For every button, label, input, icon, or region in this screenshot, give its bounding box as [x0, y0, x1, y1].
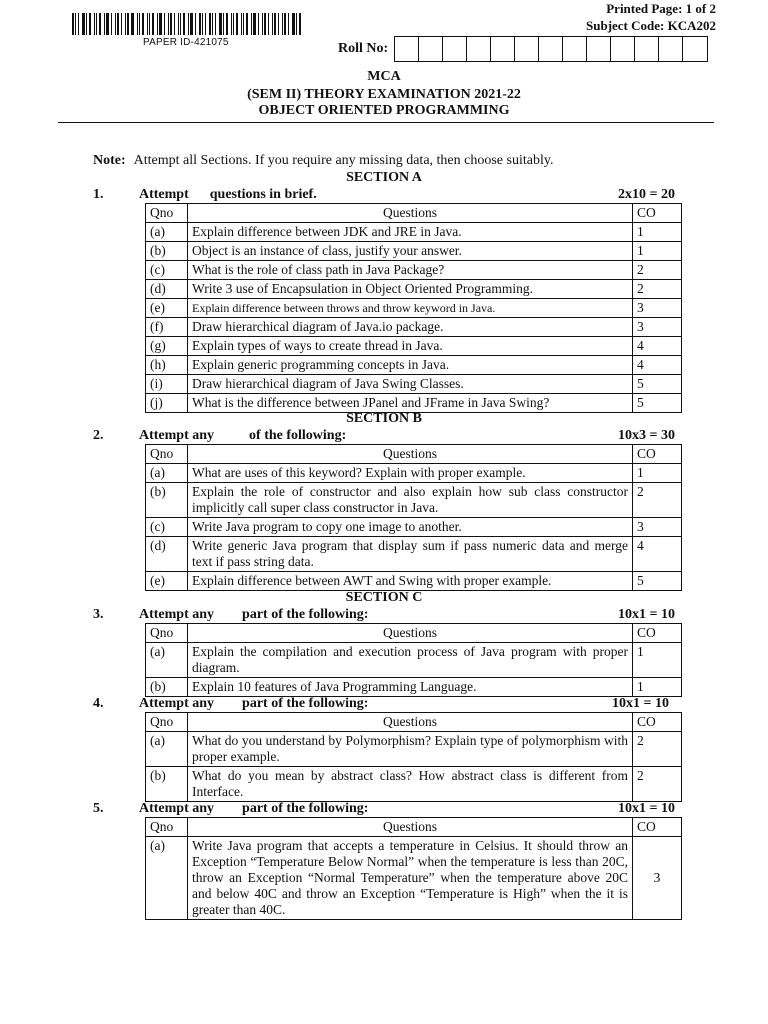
co-value: 5	[633, 375, 682, 394]
question-text: Write generic Java program that display sum if pass numeric data and merge text if pass string data.	[188, 537, 633, 572]
co-header: CO	[633, 624, 682, 643]
note-text: Attempt all Sections. If you require any missing data, then choose suitably.	[133, 153, 554, 168]
question-text: Object is an instance of class, justify your answer.	[188, 242, 633, 261]
questions-header: Questions	[188, 445, 633, 464]
question-text: Explain 10 features of Java Programming Language.	[188, 678, 633, 697]
table-row	[146, 280, 682, 299]
table-row	[146, 518, 682, 537]
table-row	[146, 643, 682, 678]
question-text: Explain the compilation and execution process of Java program with proper diagram.	[188, 643, 633, 678]
co-header: CO	[633, 204, 682, 223]
qno-header: Qno	[146, 818, 188, 837]
question-text: What is the difference between JPanel and JFrame in Java Swing?	[188, 394, 633, 413]
qno: (a)	[146, 223, 188, 242]
section-title: SECTION A	[346, 170, 422, 185]
question-text: Explain types of ways to create thread in Java.	[188, 337, 633, 356]
table-header-row	[146, 713, 682, 732]
table-row	[146, 767, 682, 802]
question-text: Write Java program that accepts a temperature in Celsius. It should throw an Exception “Temperature Below Normal” when the temperature is less than 20C, throw an Exception “Normal Temperature” when the temperature above 20C and below 40C and throw an Exception “Temperature is High” when the it is greater than 40C.	[188, 837, 633, 920]
qno: (a)	[146, 837, 188, 920]
section-title: SECTION B	[346, 411, 422, 426]
table-row	[146, 337, 682, 356]
question-number: 2.	[93, 428, 104, 443]
co-value: 1	[633, 678, 682, 697]
question-text: Explain the role of constructor and also explain how sub class constructor implicitly call super class constructor in Java.	[188, 483, 633, 518]
question-text: Draw hierarchical diagram of Java.io package.	[188, 318, 633, 337]
co-value: 2	[633, 732, 682, 767]
co-value: 2	[633, 767, 682, 802]
note-label: Note:	[93, 153, 126, 168]
co-value: 3	[633, 518, 682, 537]
table-row	[146, 394, 682, 413]
co-value: 4	[633, 537, 682, 572]
question-marks: 2x10 = 20	[618, 187, 675, 202]
table-row	[146, 356, 682, 375]
table-row	[146, 837, 682, 920]
qno: (a)	[146, 464, 188, 483]
co-value: 3	[633, 837, 682, 920]
note	[93, 153, 553, 169]
co-value: 4	[633, 337, 682, 356]
printed-page: Printed Page: 1 of 2	[606, 1, 716, 16]
question-instruction: Attempt any part of the following:	[139, 696, 369, 711]
table-row	[146, 732, 682, 767]
question-number: 4.	[93, 696, 104, 711]
question-text: Explain difference between AWT and Swing with proper example.	[188, 572, 633, 591]
question-table	[145, 623, 682, 697]
table-header-row	[146, 818, 682, 837]
question-text: Explain difference between throws and throw keyword in Java.	[188, 299, 633, 318]
table-row	[146, 678, 682, 697]
table-header-row	[146, 445, 682, 464]
section-title: SECTION C	[345, 590, 423, 605]
question-table	[145, 817, 682, 920]
question-instruction: Attempt any of the following:	[139, 428, 347, 443]
question-table	[145, 444, 682, 591]
table-row	[146, 299, 682, 318]
question-text: What are uses of this keyword? Explain with proper example.	[188, 464, 633, 483]
qno: (g)	[146, 337, 188, 356]
qno-header: Qno	[146, 204, 188, 223]
question-instruction: Attempt any part of the following:	[139, 801, 369, 816]
roll-number	[338, 36, 708, 62]
qno: (a)	[146, 732, 188, 767]
table-row	[146, 261, 682, 280]
questions-header: Questions	[188, 624, 633, 643]
subject-code: Subject Code: KCA202	[586, 18, 716, 33]
table-row	[146, 318, 682, 337]
barcode	[72, 13, 304, 35]
question-instruction: Attempt questions in brief.	[139, 187, 317, 202]
co-value: 3	[633, 299, 682, 318]
table-row	[146, 572, 682, 591]
co-value: 5	[633, 394, 682, 413]
qno: (h)	[146, 356, 188, 375]
qno: (c)	[146, 518, 188, 537]
question-number: 5.	[93, 801, 104, 816]
co-value: 1	[633, 643, 682, 678]
question-text: What is the role of class path in Java Package?	[188, 261, 633, 280]
qno: (b)	[146, 242, 188, 261]
header-divider	[58, 122, 714, 123]
qno: (b)	[146, 483, 188, 518]
table-row	[146, 483, 682, 518]
question-marks: 10x3 = 30	[618, 428, 675, 443]
question-instruction: Attempt any part of the following:	[139, 607, 369, 622]
question-text: Explain difference between JDK and JRE in Java.	[188, 223, 633, 242]
questions-header: Questions	[188, 818, 633, 837]
qno: (e)	[146, 572, 188, 591]
co-value: 1	[633, 223, 682, 242]
paper-id: PAPER ID-421075	[143, 37, 229, 48]
question-number: 3.	[93, 607, 104, 622]
question-text: Draw hierarchical diagram of Java Swing Classes.	[188, 375, 633, 394]
table-header-row	[146, 204, 682, 223]
question-number: 1.	[93, 187, 104, 202]
qno: (b)	[146, 678, 188, 697]
qno-header: Qno	[146, 713, 188, 732]
qno: (e)	[146, 299, 188, 318]
qno: (b)	[146, 767, 188, 802]
table-header-row	[146, 624, 682, 643]
question-text: What do you mean by abstract class? How abstract class is different from Interface.	[188, 767, 633, 802]
qno-header: Qno	[146, 445, 188, 464]
co-value: 1	[633, 464, 682, 483]
co-value: 2	[633, 483, 682, 518]
question-table	[145, 712, 682, 802]
question-table	[145, 203, 682, 413]
questions-header: Questions	[188, 713, 633, 732]
question-marks: 10x1 = 10	[612, 696, 669, 711]
subject-title: OBJECT ORIENTED PROGRAMMING	[258, 103, 510, 118]
qno: (j)	[146, 394, 188, 413]
co-value: 2	[633, 261, 682, 280]
table-row	[146, 375, 682, 394]
co-value: 4	[633, 356, 682, 375]
qno: (d)	[146, 537, 188, 572]
page-info	[586, 0, 716, 34]
co-value: 1	[633, 242, 682, 261]
question-marks: 10x1 = 10	[618, 607, 675, 622]
qno: (a)	[146, 643, 188, 678]
qno-header: Qno	[146, 624, 188, 643]
course: MCA	[367, 69, 401, 84]
question-text: Write Java program to copy one image to another.	[188, 518, 633, 537]
qno: (i)	[146, 375, 188, 394]
qno: (d)	[146, 280, 188, 299]
co-header: CO	[633, 713, 682, 732]
exam-title: (SEM II) THEORY EXAMINATION 2021-22	[247, 87, 521, 102]
co-value: 3	[633, 318, 682, 337]
questions-header: Questions	[188, 204, 633, 223]
table-row	[146, 464, 682, 483]
table-row	[146, 242, 682, 261]
co-value: 2	[633, 280, 682, 299]
question-marks: 10x1 = 10	[618, 801, 675, 816]
question-text: Write 3 use of Encapsulation in Object Oriented Programming.	[188, 280, 633, 299]
qno: (f)	[146, 318, 188, 337]
roll-label: Roll No:	[338, 41, 389, 56]
table-row	[146, 537, 682, 572]
question-text: What do you understand by Polymorphism? Explain type of polymorphism with proper example.	[188, 732, 633, 767]
co-value: 5	[633, 572, 682, 591]
co-header: CO	[633, 818, 682, 837]
table-row	[146, 223, 682, 242]
co-header: CO	[633, 445, 682, 464]
roll-number-boxes	[394, 36, 708, 62]
qno: (c)	[146, 261, 188, 280]
question-text: Explain generic programming concepts in Java.	[188, 356, 633, 375]
